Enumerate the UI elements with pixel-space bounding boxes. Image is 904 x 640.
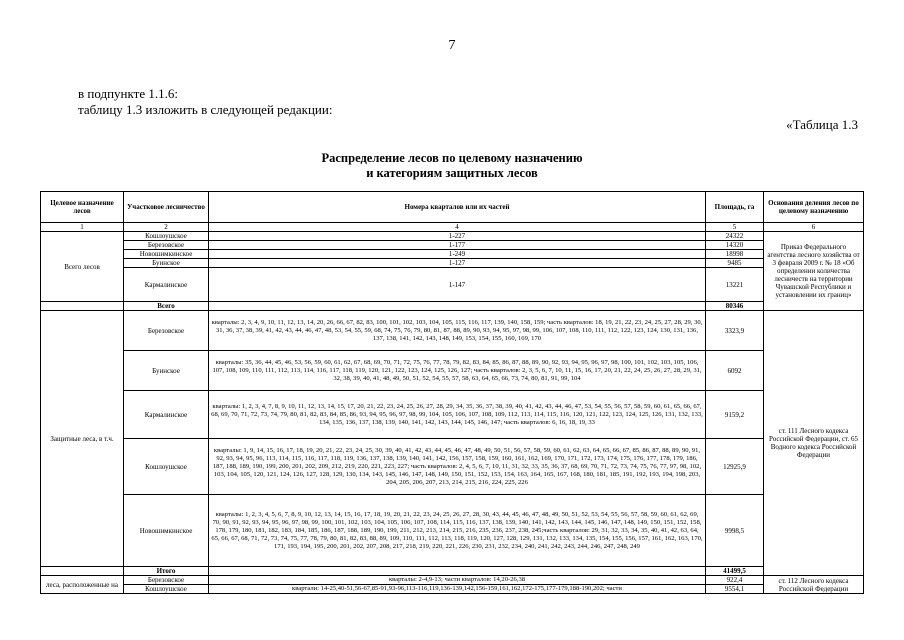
purpose-water: леса, расположенные на bbox=[41, 576, 124, 594]
district-cell: Буинское bbox=[124, 259, 209, 268]
quarters-cell: кварталы: 35, 36, 44, 45, 46, 53, 56, 59, 60, 61, 62, 67, 68, 69, 70, 71, 72, 75, 76, 77, 78, 79, 82, 83, 84, 85, 86, 87, 88, 89, 90, 92, 93, 94, 95, 96, 97, 98, 100, 101, 102, 103, 105, 106, 107, 108, 109, 110, 111, 112, 113, 114, 116, 117, 118, 119, 120, 121, 122, 123, 124, 125, 126, 127; часть кварталов: 2, 3, 5, 6, 7, 10, 11, 15, 16, 17, 20, 21, 22, 24, 25, 26, 27, 28, 29, 31, 32, 38, 39, 40, 41, 48, 49, 50, 51, 52, 54, 55, 57, 58, 63, 64, 65, 66, 73, 74, 80, 81, 91, 99, 104 bbox=[209, 351, 706, 391]
area-cell: 9159,2 bbox=[706, 391, 764, 439]
total-area: 80346 bbox=[706, 302, 764, 311]
empty-cell bbox=[209, 302, 706, 311]
table-row bbox=[41, 259, 864, 268]
table-row bbox=[41, 439, 864, 495]
table-row bbox=[41, 585, 864, 594]
area-cell: 9554,1 bbox=[706, 585, 764, 594]
forest-distribution-table bbox=[40, 191, 864, 594]
quarters-cell: квартали: 14-25,40-51,56-67,85-91,93-96,113-116,119,136-139,142,156-159,161,162,172-175,177-179,188-190,202; части bbox=[209, 585, 706, 594]
header-basis: Основания деления лесов по целевому назначению bbox=[764, 192, 864, 223]
quarters-cell: 1-177 bbox=[209, 241, 706, 250]
quarters-cell: кварталы: 2, 3, 4, 9, 10, 11, 12, 13, 14, 20, 26, 66, 67, 82, 83, 100, 101, 102, 103, 104, 105, 115, 116, 117, 139, 140, 158, 159; часть кварталов: 18, 19, 21, 22, 23, 24, 25, 27, 28, 29, 30, 31, 36, 37, 38, 39, 41, 42, 43, 44, 46, 47, 48, 53, 54, 55, 59, 68, 74, 75, 76, 79, 80, 81, 87, 88, 89, 90, 93, 94, 95, 97, 98, 99, 106, 107, 108, 110, 111, 112, 122, 123, 124, 130, 131, 136, 137, 138, 141, 142, 143, 148, 149, 153, 154, 155, 160, 169, 170 bbox=[209, 311, 706, 351]
header-row bbox=[41, 192, 864, 223]
table-row bbox=[41, 268, 864, 302]
table-row bbox=[41, 241, 864, 250]
empty-cell bbox=[209, 567, 706, 576]
quarters-cell: 1-249 bbox=[209, 250, 706, 259]
col-number: 6 bbox=[764, 223, 864, 232]
table-title-line-1: Распределение лесов по целевому назначению bbox=[321, 151, 583, 165]
intro-line-1: в подпункте 1.1.6: bbox=[78, 86, 178, 101]
table-title-line-2: и категориям защитных лесов bbox=[366, 166, 538, 180]
table-row bbox=[41, 391, 864, 439]
col-number: 2 bbox=[124, 223, 209, 232]
area-cell: 13221 bbox=[706, 268, 764, 302]
quarters-cell: кварталы: 1, 2, 3, 4, 5, 6, 7, 8, 9, 10, 12, 13, 14, 15, 16, 17, 18, 19, 20, 21, 22, 23, 24, 25, 26, 27, 28, 30, 43, 44, 45, 46, 47, 48, 49, 50, 51, 52, 53, 54, 55, 56, 57, 58, 59, 60, 61, 62, 69, 70, 90, 91, 92, 93, 94, 95, 96, 97, 98, 99, 100, 101, 102, 103, 104, 105, 106, 107, 108, 114, 115, 116, 137, 138, 139, 140, 141, 142, 143, 144, 145, 146, 147, 148, 149, 150, 151, 152, 158, 178, 179, 180, 181, 182, 183, 184, 185, 186, 187, 188, 189, 190, 199, 211, 212, 213, 214, 215, 216, 235, 236, 237, 238, 245;часть кварталов: 29, 31, 32, 33, 34, 35, 40, 41, 42, 63, 64, 65, 66, 67, 68, 71, 72, 73, 74, 75, 77, 78, 79, 80, 81, 82, 83, 88, 89, 109, 110, 111, 112, 113, 118, 119, 120, 127, 128, 129, 131, 132, 133, 134, 135, 154, 155, 156, 157, 161, 162, 163, 170, 171, 193, 194, 195, 200, 201, 202, 207, 208, 217, 218, 219, 220, 221, 226, 230, 231, 232, 234, 240, 241, 242, 243, 244, 246, 247, 248, 249 bbox=[209, 495, 706, 567]
page-number: 7 bbox=[448, 38, 456, 53]
district-cell: Кошлоушское bbox=[124, 585, 209, 594]
area-cell: 3323,9 bbox=[706, 311, 764, 351]
district-cell: Березовское bbox=[124, 241, 209, 250]
area-cell: 9485 bbox=[706, 259, 764, 268]
district-cell: Кошлоушское bbox=[124, 232, 209, 241]
area-cell: 12925,9 bbox=[706, 439, 764, 495]
basis-water: ст. 112 Лесного кодекса Российской Федерации bbox=[764, 576, 864, 594]
header-purpose: Целевое назначение лесов bbox=[41, 192, 124, 223]
quarters-cell: кварталы: 2-4,9-13; части кварталов: 14,20-26,38 bbox=[209, 576, 706, 585]
district-cell: Березовское bbox=[124, 311, 209, 351]
empty-cell bbox=[41, 302, 124, 311]
total-label: Итого bbox=[124, 567, 209, 576]
total-label: Всего bbox=[124, 302, 209, 311]
basis-protective: ст. 111 Лесного кодекса Российской Федерации, ст. 65 Водного кодекса Российской Федерации bbox=[764, 311, 864, 576]
district-cell: Кармалинское bbox=[124, 391, 209, 439]
col-number: 5 bbox=[706, 223, 764, 232]
basis-all-forests: Приказ Федерального агентства лесного хозяйства от 3 февраля 2009 г. № 18 «Об определении количества лесничеств на территории Чувашской Республики и установлении их границ» bbox=[764, 232, 864, 311]
district-cell: Новошимкинское bbox=[124, 495, 209, 567]
table-label: «Таблица 1.3 bbox=[786, 117, 858, 132]
quarters-cell: 1-147 bbox=[209, 268, 706, 302]
quarters-cell: 1-227 bbox=[209, 232, 706, 241]
table-row bbox=[41, 495, 864, 567]
col-number: 1 bbox=[41, 223, 124, 232]
quarters-cell: кварталы: 1, 9, 14, 15, 16, 17, 18, 19, 20, 21, 22, 23, 24, 25, 30, 39, 40, 41, 42, 43, 44, 45, 46, 47, 48, 49, 50, 51, 56, 57, 58, 59, 60, 61, 62, 63, 64, 65, 66, 67, 85, 86, 87, 88, 89, 90, 91, 92, 93, 94, 95, 96, 113, 114, 115, 116, 117, 118, 119, 136, 137, 138, 139, 140, 141, 142, 156, 157, 158, 159, 160, 161, 162, 169, 170, 171, 172, 173, 174, 175, 176, 177, 178, 179, 186, 187, 188, 189, 190, 199, 200, 201, 202, 209, 212, 219, 220, 221, 223, 227; часть кварталов: 2, 4, 5, 6, 7, 10, 11, 31, 32, 33, 35, 36, 37, 68, 69, 70, 71, 72, 73, 74, 75, 76, 77, 97, 98, 102, 103, 104, 105, 120, 121, 124, 126, 127, 128, 129, 130, 134, 143, 145, 146, 147, 148, 149, 150, 151, 152, 153, 154, 163, 164, 165, 167, 168, 180, 181, 185, 191, 192, 193, 194, 198, 203, 204, 205, 206, 207, 213, 214, 215, 216, 224, 225, 226 bbox=[209, 439, 706, 495]
purpose-all-forests: Всего лесов bbox=[41, 232, 124, 302]
header-district: Участковое лесничество bbox=[124, 192, 209, 223]
quarters-cell: 1-127 bbox=[209, 259, 706, 268]
intro-line-2: таблицу 1.3 изложить в следующей редакции: bbox=[78, 102, 333, 117]
purpose-protective: Защитные леса, в т.ч. bbox=[41, 311, 124, 567]
total-row bbox=[41, 567, 864, 576]
total-area: 41499,5 bbox=[706, 567, 764, 576]
district-cell: Новошимкинское bbox=[124, 250, 209, 259]
table-row bbox=[41, 311, 864, 351]
table-row bbox=[41, 250, 864, 259]
header-area: Площадь, га bbox=[706, 192, 764, 223]
table-row bbox=[41, 576, 864, 585]
table-row bbox=[41, 232, 864, 241]
district-cell: Кармалинское bbox=[124, 268, 209, 302]
table-row bbox=[41, 351, 864, 391]
district-cell: Буинское bbox=[124, 351, 209, 391]
column-number-row bbox=[41, 223, 864, 232]
total-row bbox=[41, 302, 864, 311]
header-quarters: Номера кварталов или их частей bbox=[209, 192, 706, 223]
empty-cell bbox=[41, 567, 124, 576]
area-cell: 24322 bbox=[706, 232, 764, 241]
district-cell: Березовское bbox=[124, 576, 209, 585]
area-cell: 18998 bbox=[706, 250, 764, 259]
quarters-cell: кварталы: 1, 2, 3, 4, 7, 8, 9, 10, 11, 12, 13, 14, 15, 17, 20, 21, 22, 23, 24, 25, 26, 27, 28, 29, 34, 35, 36, 37, 38, 39, 40, 41, 42, 43, 44, 46, 47, 53, 54, 55, 56, 57, 58, 59, 60, 61, 65, 66, 67, 68, 69, 70, 71, 72, 73, 74, 79, 80, 81, 82, 83, 84, 85, 86, 93, 94, 95, 96, 97, 98, 99, 104, 105, 106, 107, 108, 109, 112, 113, 114, 115, 116, 120, 121, 122, 123, 124, 125, 126, 131, 132, 133, 134, 135, 136, 137, 138, 139, 140, 141, 142, 143, 144, 145, 146, 147; часть кварталов: 6, 16, 18, 19, 33 bbox=[209, 391, 706, 439]
district-cell: Кошлоушское bbox=[124, 439, 209, 495]
col-number: 4 bbox=[209, 223, 706, 232]
area-cell: 14320 bbox=[706, 241, 764, 250]
area-cell: 9998,5 bbox=[706, 495, 764, 567]
area-cell: 6092 bbox=[706, 351, 764, 391]
area-cell: 922,4 bbox=[706, 576, 764, 585]
